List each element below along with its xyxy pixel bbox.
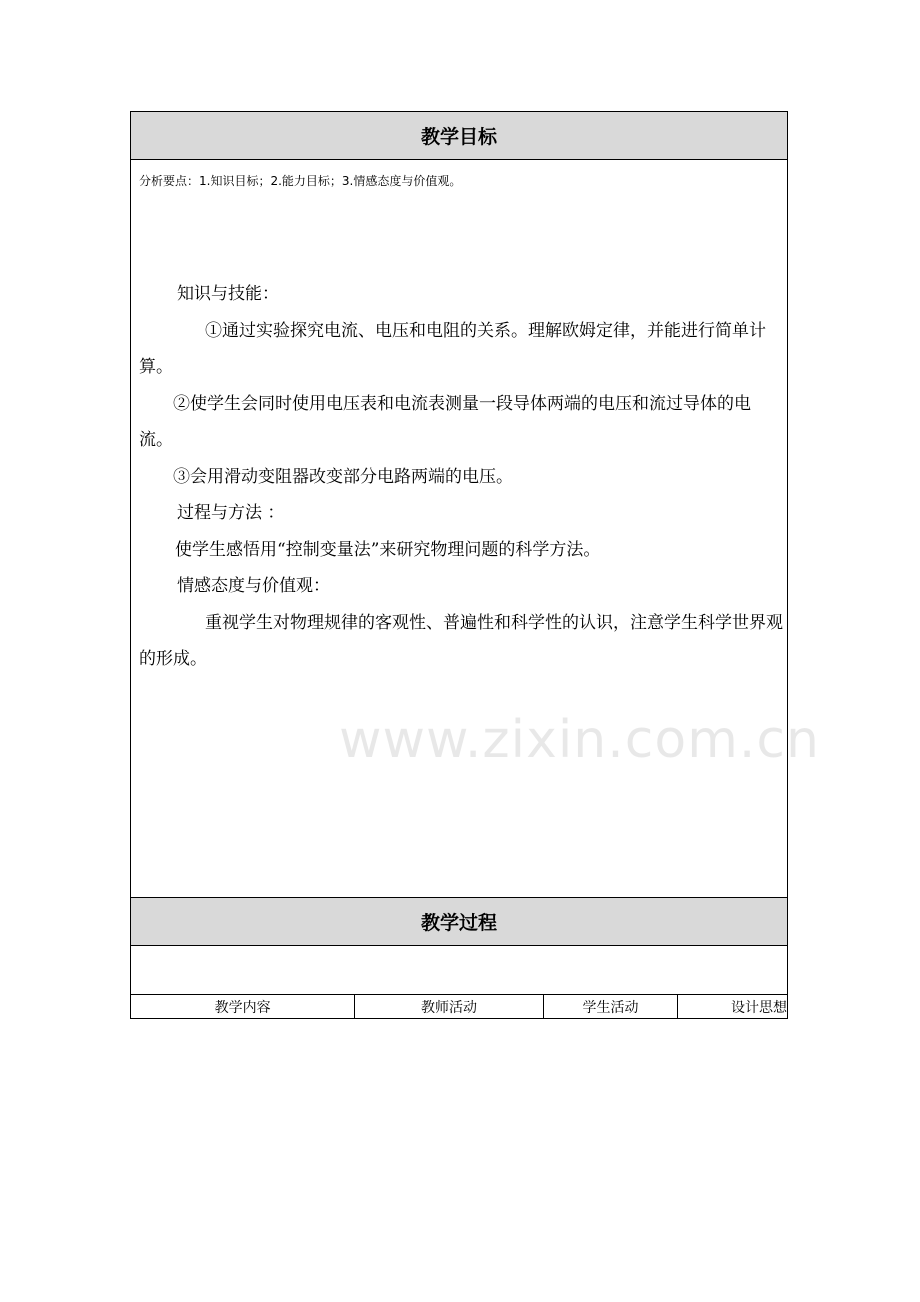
goals-content	[139, 276, 784, 678]
analysis-hint: 分析要点：1.知识目标；2.能力目标；3.情感态度与价值观。	[139, 174, 462, 188]
watermark: www.zixin.com.cn	[339, 710, 820, 770]
knowledge-heading: 知识与技能：	[177, 284, 279, 304]
column-header-design: 设计思想	[731, 1000, 787, 1016]
knowledge-item-2: ②使学生会同时使用电压表和电流表测量一段导体两端的电压和流过导体的电流。	[139, 393, 751, 450]
section-header-goals: 教学目标	[131, 112, 787, 160]
section-header-process: 教学过程	[131, 897, 787, 946]
column-header-content: 教学内容	[131, 995, 355, 1019]
attitude-item-1: 重视学生对物理规律的客观性、普遍性和科学性的认识，注意学生科学世界观的形成。	[139, 612, 783, 669]
blank-row	[131, 946, 787, 995]
knowledge-item-1: ①通过实验探究电流、电压和电阻的关系。理解欧姆定律，并能进行简单计算。	[139, 320, 766, 377]
column-header-student: 学生活动	[544, 995, 679, 1019]
attitude-heading: 情感态度与价值观：	[177, 576, 330, 596]
lesson-plan-table	[130, 111, 820, 1019]
table-header-row	[131, 995, 787, 1019]
column-header-teacher: 教师活动	[355, 995, 543, 1019]
knowledge-item-3: ③会用滑动变阻器改变部分电路两端的电压。	[173, 466, 513, 487]
process-item-1: 使学生感悟用“控制变量法”来研究物理问题的科学方法。	[175, 539, 601, 560]
process-heading: 过程与方法 ：	[177, 503, 285, 523]
